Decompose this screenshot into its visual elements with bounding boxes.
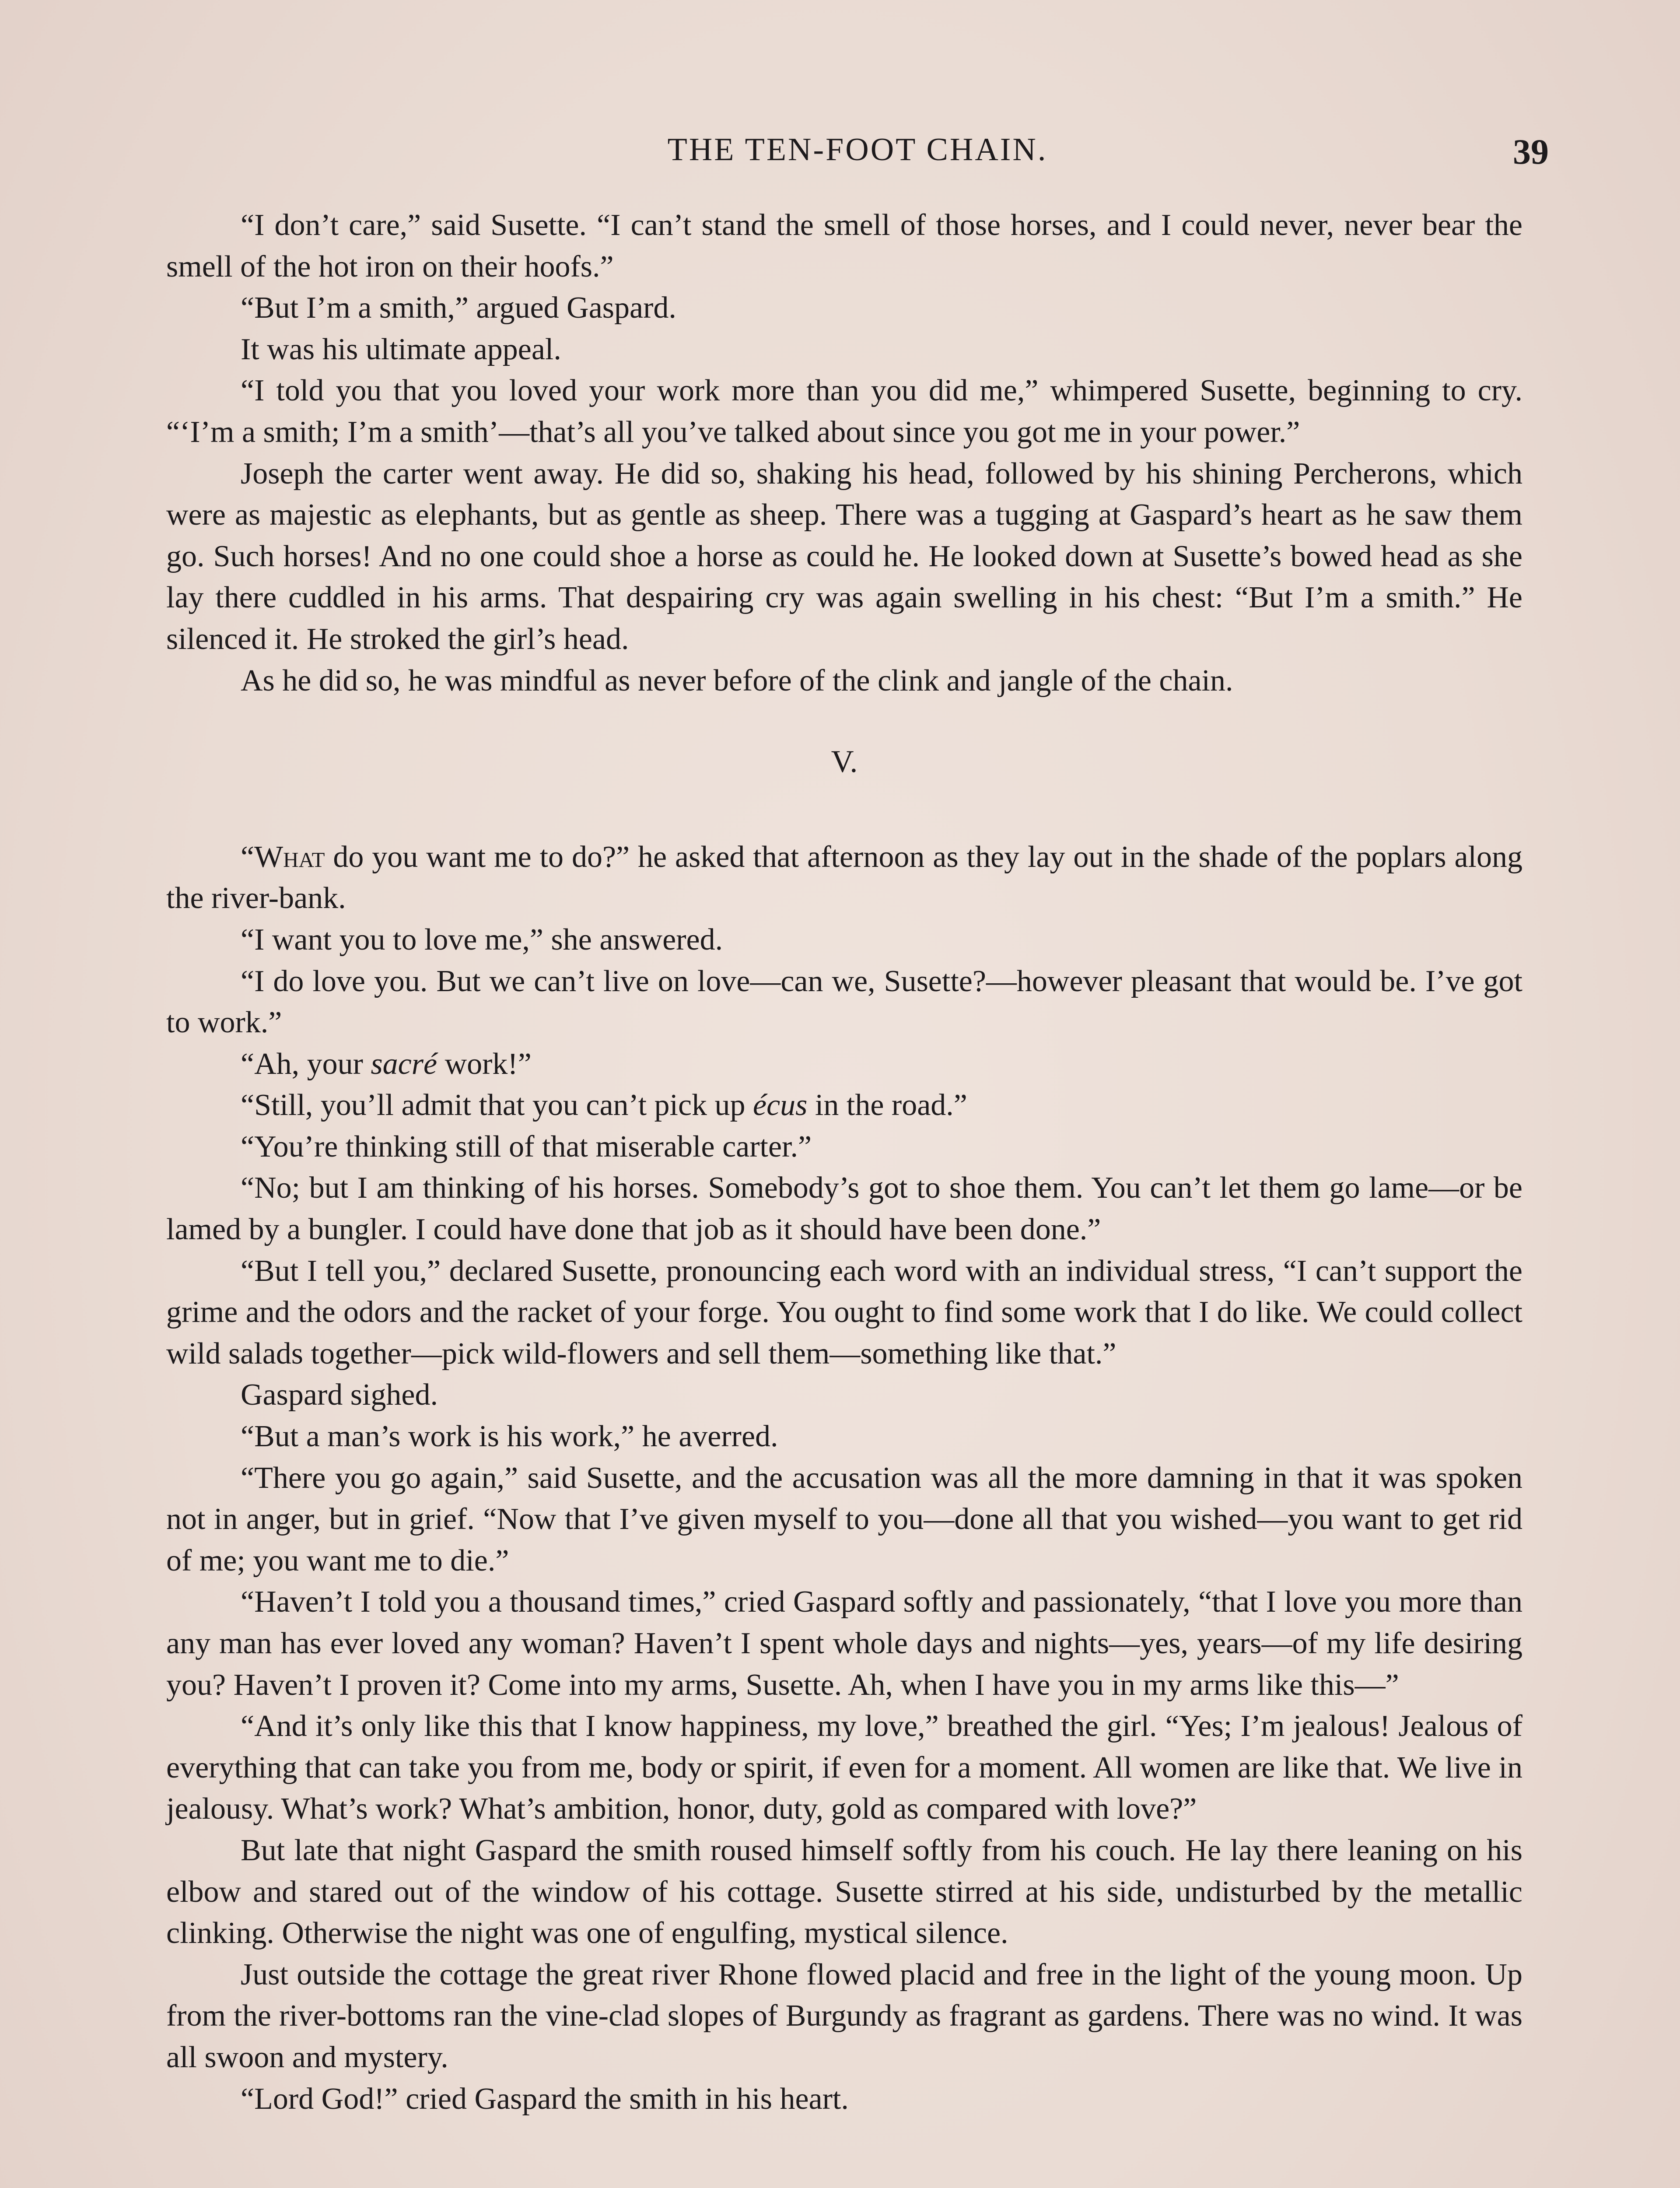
paragraph-opening: “ <box>241 840 255 874</box>
text-segment: in the road.” <box>807 1088 967 1122</box>
paragraph-rest: do you want me to do?” he asked that afternoon as they lay out in the shade of the poplars along the river-bank. <box>166 840 1522 915</box>
paragraph: “But I’m a smith,” argued Gaspard. <box>241 291 676 325</box>
paragraph: “I told you that you loved your work more than you did me,” whimpered Susette, beginning to cry. “‘I’m a smith; I’m a smith’—that’s all you’ve talked about since you got me in your power.” <box>166 374 1522 449</box>
paragraph: Just outside the cottage the great river Rhone flowed placid and free in the light of the young moon. Up from the river-bottoms ran the vine-clad slopes of Burgundy as fragrant as gardens. There was no wind. It was all swoon and mystery. <box>166 1957 1522 2074</box>
paragraph: “Lord God!” cried Gaspard the smith in his heart. <box>241 2082 849 2116</box>
paragraph: “Haven’t I told you a thousand times,” cried Gaspard softly and passionately, “that I love you more than any man has ever loved any woman? Haven’t I spent whole days and nights—yes, years—of my life desiring you? Haven’t I proven it? Come into my arms, Susette. Ah, when I have you in my arms like this—” <box>166 1585 1522 1702</box>
paragraph: “I want you to love me,” she answered. <box>241 922 723 957</box>
paragraph: “There you go again,” said Susette, and the accusation was all the more damning in that it was spoken not in anger, but in grief. “Now that I’ve given myself to you—done all that you wished—you want to get rid of me; you want me to die.” <box>166 1461 1522 1578</box>
italic-word: écus <box>753 1088 808 1122</box>
paragraph: As he did so, he was mindful as never before of the clink and jangle of the chain. <box>241 663 1233 698</box>
body-text <box>166 205 1522 2120</box>
running-title: THE TEN-FOOT CHAIN. <box>667 132 1048 168</box>
paragraph: Gaspard sighed. <box>241 1378 438 1412</box>
paragraph: “I don’t care,” said Susette. “I can’t stand the smell of those horses, and I could never, never bear the smell of the hot iron on their hoofs.” <box>166 208 1522 284</box>
text-segment: “Ah, your <box>241 1047 371 1081</box>
paragraph: “But a man’s work is his work,” he averred. <box>241 1420 778 1454</box>
paragraph: It was his ultimate appeal. <box>241 332 561 366</box>
text-segment: “Still, you’ll admit that you can’t pick up <box>241 1088 753 1122</box>
paragraph: But late that night Gaspard the smith roused himself softly from his couch. He lay there leaning on his elbow and stared out of the window of his cottage. Susette stirred at his side, undisturbed by the metallic clinking. Otherwise the night was one of engulfing, mystical silence. <box>166 1833 1522 1950</box>
paragraph <box>166 1044 1522 1085</box>
text-segment: work!” <box>437 1047 532 1081</box>
small-caps-word: What <box>254 840 325 874</box>
page-number: 39 <box>1513 132 1549 172</box>
paragraph: “But I tell you,” declared Susette, pronouncing each word with an individual stress, “I can’t support the grime and the odors and the racket of your forge. You ought to find some work that I do like. We could collect wild salads together—pick wild-flowers and sell them—something like that.” <box>166 1254 1522 1371</box>
paragraph <box>166 837 1522 919</box>
page-header <box>166 131 1549 179</box>
paragraph: “I do love you. But we can’t live on love—can we, Susette?—however pleasant that would be. I’ve got to work.” <box>166 964 1522 1040</box>
paragraph: “And it’s only like this that I know happiness, my love,” breathed the girl. “Yes; I’m jealous! Jealous of everything that can take you from me, body or spirit, if even for a moment. All women are like that. We live in jealousy. What’s work? What’s ambition, honor, duty, gold as compared with love?” <box>166 1709 1522 1826</box>
section-heading: V. <box>831 744 858 779</box>
paragraph: “No; but I am thinking of his horses. Somebody’s got to shoe them. You can’t let them go lame—or be lamed by a bungler. I could have done that job as it should have been done.” <box>166 1171 1522 1247</box>
italic-word: sacré <box>371 1047 438 1081</box>
paragraph: Joseph the carter went away. He did so, shaking his head, followed by his shining Percherons, which were as majestic as elephants, but as gentle as sheep. There was a tugging at Gaspard’s heart as he saw them go. Such horses! And no one could shoe a horse as could he. He looked down at Susette’s bowed head as she lay there cuddled in his arms. That despairing cry was again swelling in his chest: “But I’m a smith.” He silenced it. He stroked the girl’s head. <box>166 456 1522 656</box>
paragraph: “You’re thinking still of that miserable carter.” <box>241 1129 812 1164</box>
paragraph <box>166 1085 1522 1126</box>
